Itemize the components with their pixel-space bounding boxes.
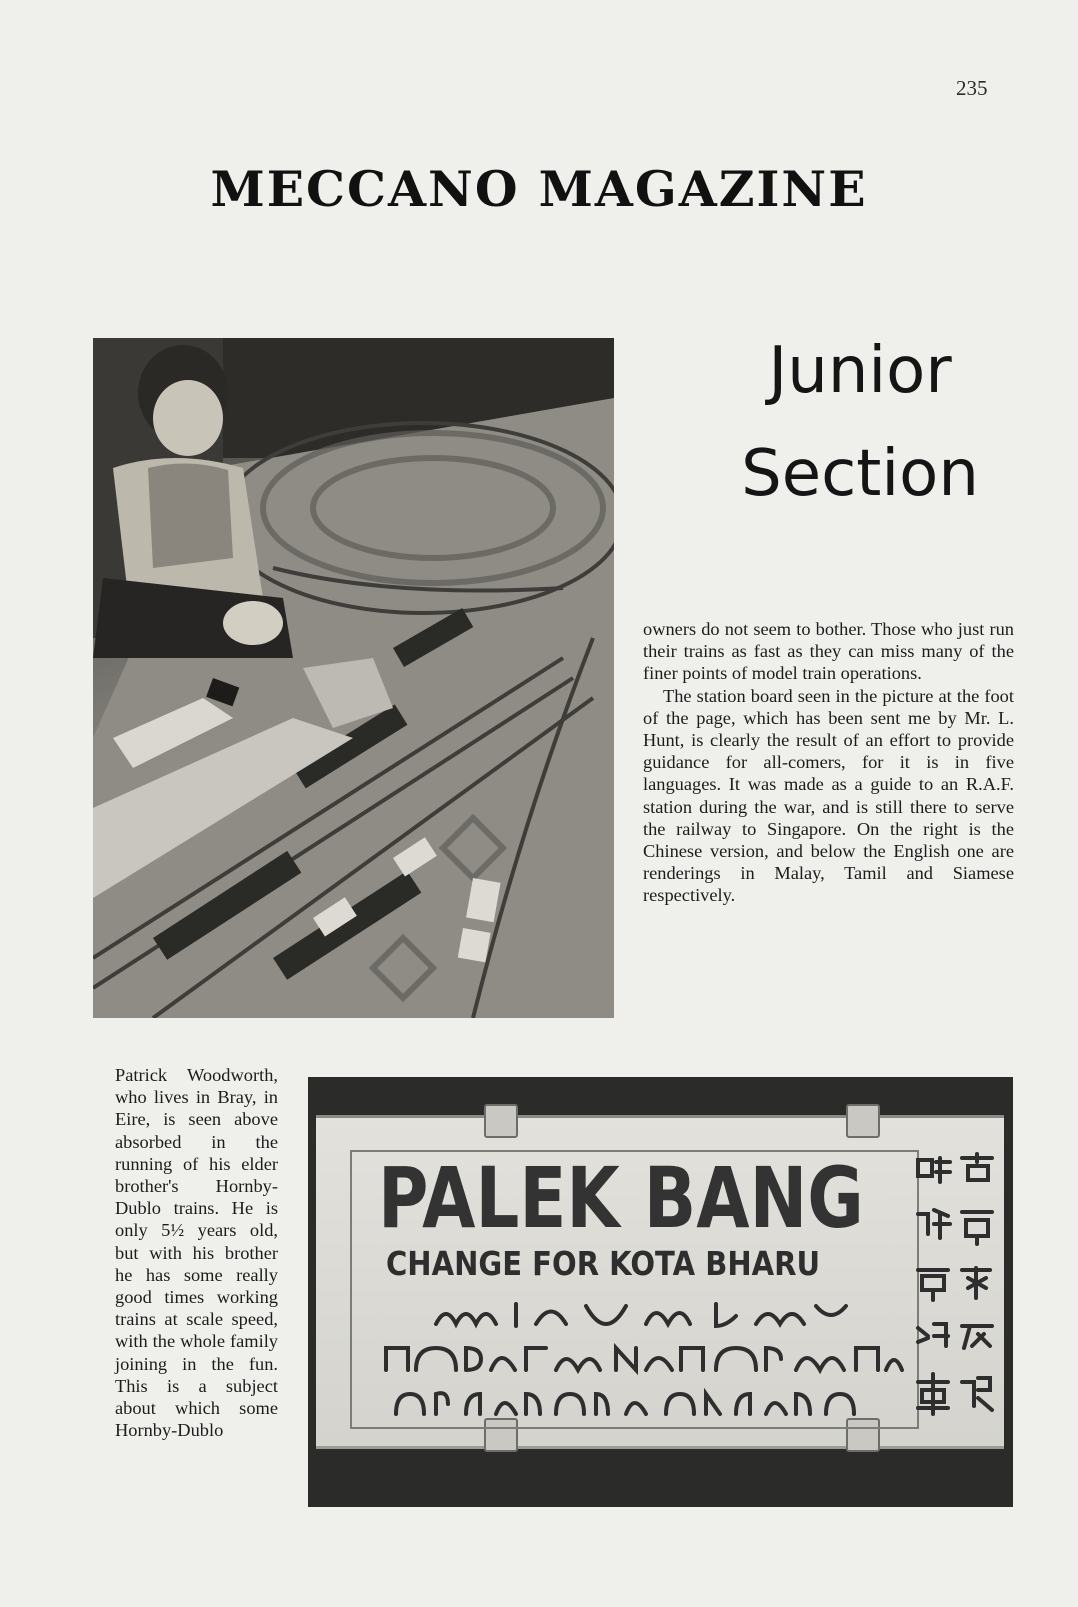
chinese-script-icon [912,1152,1000,1432]
section-title-line1: Junior [768,334,952,408]
siamese-script-icon [376,1384,916,1420]
bracket-icon [484,1104,518,1138]
station-board-photo [308,1077,1013,1507]
station-board [316,1115,1004,1449]
right-column-text [643,618,1014,907]
section-title-line2: Section [741,437,979,511]
masthead-title: MECCANO MAGAZINE [210,160,868,218]
section-title [690,320,1030,526]
left-paragraph-1: Patrick Woodworth, who lives in Bray, in Eire, is seen above absorbed in the running of his elder brother's Hornby-Dublo trains. He is only 5½ years old, but with his brother he has some really good times working trains at scale speed, with the whole family joining in the fun. This is a subject about which some Hornby-Dublo [115,1065,278,1441]
station-name: PALEK BANG [378,1149,864,1247]
malay-script-icon [376,1296,916,1332]
bracket-icon [846,1104,880,1138]
tamil-script-icon [376,1340,916,1376]
left-column-text [115,1064,278,1441]
right-paragraph-2: The station board seen in the picture at the foot of the page, which has been sent me by Mr. L. Hunt, is clearly the result of an effort to provide guidance for all-comers, for it is in five languages. It was made as a guide to an R.A.F. station during the war, and is still there to serve the railway to Singapore. On the right is the Chinese version, and below the English one are renderings in Malay, Tamil and Siamese respectively. [643,685,1014,906]
model-railway-photo [93,338,614,1018]
right-paragraph-1: owners do not seem to bother. Those who just run their trains as fast as they can miss many of the finer points of model train operations. [643,619,1014,684]
page-number: 235 [956,76,988,100]
station-subtitle: CHANGE FOR KOTA BHARU [386,1244,821,1283]
model-railway-photo-icon [93,338,614,1018]
